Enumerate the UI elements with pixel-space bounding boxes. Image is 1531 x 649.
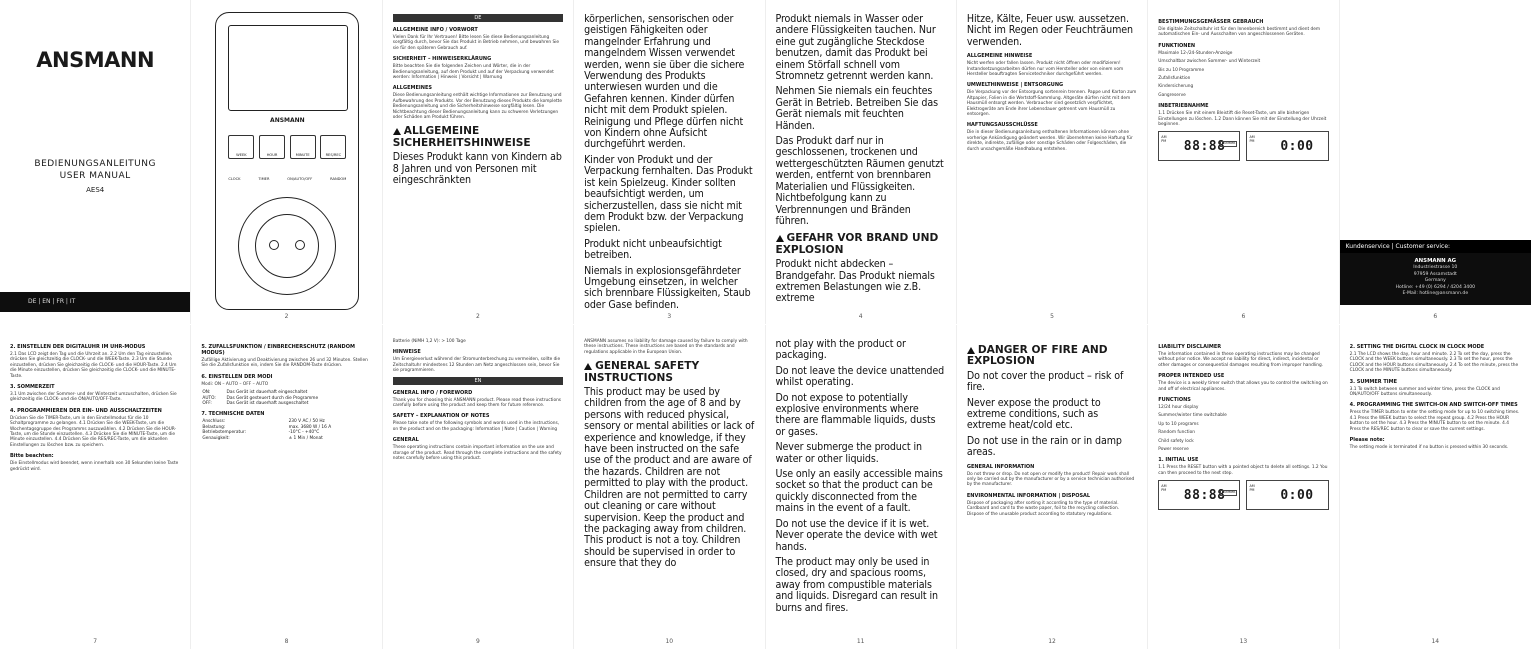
device-brand: ANSMANN xyxy=(270,117,305,124)
page-en-safety-1 xyxy=(574,325,765,649)
page-en-fire xyxy=(957,325,1148,649)
section-heading: UMWELTHINWEISE | ENTSORGUNG xyxy=(966,82,1064,89)
lcd-digits: 0:00 xyxy=(1280,488,1314,504)
address-line: 97959 Assamstadt xyxy=(1413,271,1457,277)
function-item: Gangreserve xyxy=(1158,92,1186,98)
cover-title-en: USER MANUAL xyxy=(59,171,131,181)
table-row: Betriebstemperatur: -10°C - +40°C xyxy=(202,430,320,436)
function-item: Maximale 12-/24-Stunden-Anzeige xyxy=(1158,50,1233,56)
hotline: Hotline: +49 (0) 6294 / 4204 3400 xyxy=(1395,284,1476,290)
section-heading: 4. PROGRAMMING THE SWITCH-ON AND SWITCH-OFF TIMES xyxy=(1349,402,1518,409)
lcd-labels: AM PM xyxy=(1161,484,1167,493)
section-text: Bitte beachten Sie die folgenden Zeichen und Wörter, die in der Bedienungsanleitung, auf dem Produkt und auf der Verpackung verwendet werden: Information | Hinweis | Vorsicht | Warnung xyxy=(392,64,554,81)
fire-heading: GEFAHR VOR BRAND UND EXPLOSION xyxy=(775,232,939,256)
section-text: Please take note of the following symbols and words used in the instructions, on the product and on the packaging: Information | Note | Caution | Warning xyxy=(392,421,560,432)
section-heading: 3. SOMMERZEIT xyxy=(10,384,55,391)
page-number: 5 xyxy=(1050,313,1054,320)
function-item: Bis zu 10 Programme xyxy=(1158,67,1205,73)
section-heading: ALLGEMEINE INFO / VORWORT xyxy=(392,27,478,33)
page-de-random xyxy=(191,325,382,649)
fire-heading: DANGER OF FIRE AND EXPLOSION xyxy=(966,344,1108,368)
section-heading: GENERAL xyxy=(392,437,419,444)
page-de-usage xyxy=(1148,0,1339,324)
section-text: Nicht werfen oder fallen lassen. Produkt nicht öffnen oder modifizieren! Instandsetzungsarbeiten dürfen nur vom Hersteller oder von einem vom Hersteller beauftragten Servicetechniker durchgeführt werden. xyxy=(966,61,1124,78)
section-text: ANSMANN assumes no liability for damage caused by failure to comply with these instructions. These instructions are based on the standards and regulations applicable in the European Union. xyxy=(584,339,748,355)
section-heading: ALLGEMEINE HINWEISE xyxy=(966,53,1033,60)
cover-title xyxy=(10,158,180,182)
page-en-intro xyxy=(383,325,574,649)
section-text: Um Energieverlust während der Stromunterbrechung zu vermeiden, sollte die Zeitschaltuhr mindestens 12 Stunden am Netz angeschlossen sein, bevor Sie sie programmieren. xyxy=(392,357,561,374)
safety-text: not play with the product or packaging. xyxy=(775,338,906,362)
function-item: Random function xyxy=(1158,430,1195,436)
section-text: Batterie (NiMH 1,2 V): > 100 Tage xyxy=(392,339,466,344)
lcd-labels: AM PM xyxy=(1249,135,1255,144)
safety-text: Dieses Produkt kann von Kindern ab 8 Jahren und von Personen mit eingeschränkten xyxy=(392,151,562,187)
safety-text: Do not use in the rain or in damp areas. xyxy=(966,434,1122,459)
safety-text: Do not use the device if it is wet. Never operate the device with wet hands. xyxy=(775,517,938,553)
section-text: Die Verpackung vor der Entsorgung sortenrein trennen. Pappe und Karton zum Altpapier, Folien in die Wertstoff-Sammlung. Altgeräte dürfen nicht mit dem Hausmüll entsorgt werden. Verbraucher sind gesetzlich verpflichtet, Elektrogeräte am Ende ihrer Lebensdauer getrennt vom Hausmüll zu entsorgen. xyxy=(966,90,1137,118)
section-heading: GENERAL INFORMATION xyxy=(966,463,1035,470)
section-text: 1.1 Press the RESET button with a pointed object to delete all settings. 1.2 You can then proceed to the next step. xyxy=(1158,465,1328,476)
lcd-digits: 0:00 xyxy=(1280,139,1314,155)
page-number: 7 xyxy=(93,638,98,645)
warning-icon xyxy=(584,363,592,370)
cover-model: AES4 xyxy=(86,186,105,194)
device-keys-row xyxy=(228,135,346,159)
section-text: Zufällige Aktivierung und Deaktivierung zwischen 26 und 32 Minuten. Stellen Sie die Zufallsfunktion ein, indem Sie die RANDOM-Taste drücken. xyxy=(201,358,368,369)
safety-heading: ALLGEMEINE SICHERHEITSHINWEISE xyxy=(392,125,531,149)
cover-title-de: BEDIENUNGSANLEITUNG xyxy=(34,159,156,169)
language-label: DE xyxy=(393,14,563,22)
language-label: EN xyxy=(393,377,563,385)
section-heading: HAFTUNGSAUSSCHLÜSSE xyxy=(966,122,1038,129)
warning-icon xyxy=(393,128,401,135)
section-heading: SAFETY – EXPLANATION OF NOTES xyxy=(392,413,490,420)
page-de-general xyxy=(957,0,1148,324)
table-row: Belastung: max. 3680 W / 16 A xyxy=(202,424,332,430)
page-de-safety-1 xyxy=(574,0,765,324)
page-number: 4 xyxy=(858,313,863,320)
customer-service-title: Kundenservice | Customer service: xyxy=(1340,240,1531,253)
page-en-usage xyxy=(1148,325,1339,649)
section-heading: Please note: xyxy=(1349,437,1385,444)
section-heading: 4. PROGRAMMIEREN DER EIN- UND AUSSCHALTZEITEN xyxy=(10,407,162,414)
page-de-clock xyxy=(0,325,191,649)
section-heading: HINWEISE xyxy=(392,349,421,356)
function-item: Up to 10 programs xyxy=(1158,421,1199,427)
on-auto-off-key: ON/AUTO/OFF xyxy=(287,177,313,181)
section-text: Die Einstellmodus wird beendet, wenn innerhalb von 30 Sekunden keine Taste gedrückt wird. xyxy=(10,461,179,472)
lcd-figure xyxy=(1246,480,1328,510)
section-text: 3.1 Um zwischen der Sommer- und der Winterzeit umzuschalten, drücken Sie gleichzeitig die CLOCK- und die ON/AUTO/OFF-Taste. xyxy=(10,392,177,403)
warning-icon xyxy=(776,235,784,242)
section-heading: BESTIMMUNGSGEMÄSSER GEBRAUCH xyxy=(1158,19,1264,25)
section-text: These operating instructions contain important information on the use and storage of the product. Read through the complete instructions and the safety notes carefully before using this product. xyxy=(392,445,562,462)
page-number: 10 xyxy=(665,638,674,645)
warning-icon xyxy=(967,347,975,354)
hour-key: HOUR xyxy=(259,135,285,159)
section-heading: 1. INITIAL USE xyxy=(1158,457,1199,464)
address-line: Industriestrasse 10 xyxy=(1413,265,1458,271)
page-number: 13 xyxy=(1239,638,1248,645)
page-number: 11 xyxy=(856,638,865,645)
customer-service-box xyxy=(1340,240,1531,305)
section-text: Vielen Dank für Ihr Vertrauen! Bitte lesen Sie diese Bedienungsanleitung sorgfältig durch, bevor Sie das Produkt in Betrieb nehmen, und bewahren Sie sie für den späteren Gebrauch auf. xyxy=(392,35,560,51)
company-name: ANSMANN AG xyxy=(1414,258,1457,264)
section-heading: 3. SUMMER TIME xyxy=(1349,378,1398,385)
section-text: Press the TIMER button to enter the setting mode for up to 10 switching times. 4.1 Press the WEEK button to select the repeat group. 4.2 Press the HOUR button to set the hour. 4.3 Press the MINUTE button to set the minute. 4.4 Press the RES/REC button to clear or save the current settings. xyxy=(1349,410,1520,432)
function-item: Summer/winter time switchable xyxy=(1158,413,1227,419)
timer-key: TIMER xyxy=(258,177,270,181)
table-row: ON: Das Gerät ist dauerhaft eingeschaltet xyxy=(202,390,308,396)
section-heading: GENERAL INFO / FOREWORD xyxy=(392,389,473,396)
section-text: The device is a weekly timer switch that allows you to control the switching on and off of electrical appliances. xyxy=(1158,381,1328,392)
function-item: Power reserve xyxy=(1158,447,1189,453)
section-heading: PROPER INTENDED USE xyxy=(1158,373,1225,380)
section-text: Dispose of packaging after sorting it according to the type of material. Cardboard and card to the waste paper, foil to the recycling collection. Dispose of the unusable product according to statutory regulations. xyxy=(966,500,1120,517)
page-en-clock xyxy=(1340,325,1531,649)
safety-text: Do not expose to potentially explosive environments where there are flammable liquids, dusts or gases. xyxy=(775,391,936,438)
function-item: Kindersicherung xyxy=(1158,84,1194,90)
page-number: 8 xyxy=(284,638,289,645)
section-heading: 2. EINSTELLEN DER DIGITALUHR IM UHR-MODUS xyxy=(10,344,146,350)
device-keys-row-2 xyxy=(228,177,346,181)
lcd-digits: 88:88 xyxy=(1183,488,1226,504)
safety-text: Never expose the product to extreme conditions, such as extreme heat/cold etc. xyxy=(966,396,1101,432)
spread-top xyxy=(0,0,1531,324)
page-de-safety-2 xyxy=(766,0,957,324)
socket-outlet xyxy=(238,197,336,295)
function-item: Zufallsfunktion xyxy=(1158,76,1191,82)
safety-text: körperlichen, sensorischen oder geistigen Fähigkeiten oder mangelnder Erfahrung und mangelndem Wissen verwendet werden, wenn sie über die sichere Verwendung des Produkts unterwiesen wurden und die Gefahren kennen. Kinder dürfen nicht mit dem Produkt spielen. Reinigung und Pflege dürfen nicht von Kindern ohne Aufsicht durchgeführt werden. xyxy=(584,13,745,151)
res-rec-key: RES/REC xyxy=(320,135,346,159)
safety-text: Produkt nicht unbeaufsichtigt betreiben. xyxy=(584,237,722,262)
function-item: 12/24 hour display xyxy=(1158,405,1199,411)
function-item: Child safety lock xyxy=(1158,438,1194,444)
section-heading: FUNKTIONEN xyxy=(1158,42,1196,49)
device-lcd xyxy=(228,25,348,111)
safety-text: Use only an easily accessible mains socket so that the product can be quickly disconnected from the mains in the event of a fault. xyxy=(775,468,943,515)
spec-table xyxy=(201,419,371,441)
page-number: 6 xyxy=(1433,313,1438,320)
section-heading: 5. ZUFALLSFUNKTION / EINBRECHERSCHUTZ (RANDOM MODUS) xyxy=(201,344,355,356)
page-en-safety-2 xyxy=(766,325,957,649)
lcd-labels: AM PM xyxy=(1249,484,1255,493)
language-bar: DE | EN | FR | IT xyxy=(0,292,190,312)
safety-text: Do not cover the product – risk of fire. xyxy=(966,369,1124,394)
section-text: Modi: ON – AUTO – OFF – AUTO xyxy=(201,381,269,387)
section-heading: SICHERHEIT – HINWEISERKLÄRUNG xyxy=(392,56,492,63)
table-row: Genauigkeit: ± 1 Min / Monat xyxy=(202,435,323,441)
brand-logo: ANSMANN xyxy=(36,48,155,72)
section-text: Drücken Sie die TIMER-Taste, um in den Einstellmodus für die 10 Schaltprogramme zu gelangen. 4.1 Drücken Sie die WEEK-Taste, um die Wochentagsgruppe des Programms auszuwählen. 4.2 Drücken Sie die HOUR-Taste, um die Stunde einzustellen. 4.3 Drücken Sie die MINUTE-Taste, um die Minute einzustellen. 4.4 Drücken Sie die RES/REC-Taste, um die aktuellen Einstellungen zu löschen bzw. zu speichern. xyxy=(10,415,177,448)
section-text: 2.1 Das LCD zeigt den Tag und die Uhrzeit an. 2.2 Um den Tag einzustellen, drücken Sie gleichzeitig die CLOCK- und die WEEK-Taste. 2.3 Um die Stunde einzustellen, drücken Sie gleichzeitig die CLOCK- und die HOUR-Taste. 2.4 Um die Minute einzustellen, drücken Sie gleichzeitig die CLOCK- und die MINUTE-Taste. xyxy=(10,352,177,379)
table-row: AUTO: Das Gerät gesteuert durch die Programme xyxy=(202,395,319,401)
page-de-intro xyxy=(383,0,574,324)
section-heading: 7. TECHNISCHE DATEN xyxy=(201,411,265,418)
lcd-figure xyxy=(1158,480,1240,510)
section-text: The information contained in these operating instructions may be changed without prior notice. We accept no liability for direct, indirect, incidental or other damages or consequential damages resulting from improper handling. xyxy=(1158,352,1324,368)
section-text: Do not throw or drop. Do not open or modify the product! Repair work shall only be carried out by the manufacturer or by a service technician authorised by the manufacturer. xyxy=(966,471,1135,488)
lcd-labels: AM PM xyxy=(1161,135,1167,144)
section-heading: 6. EINSTELLEN DER MODI xyxy=(201,373,273,380)
safety-text: Hitze, Kälte, Feuer usw. aussetzen. Nicht im Regen oder Feuchträumen verwenden. xyxy=(966,13,1133,48)
safety-text: Nehmen Sie niemals ein feuchtes Gerät in Betrieb. Betreiben Sie das Gerät niemals mit feuchten Händen. xyxy=(775,85,938,132)
safety-heading: GENERAL SAFETY INSTRUCTIONS xyxy=(584,360,700,384)
section-text: The setting mode is terminated if no button is pressed within 30 seconds. xyxy=(1349,445,1509,451)
address-line: Germany xyxy=(1424,278,1446,284)
random-key: RANDOM xyxy=(330,177,347,181)
timer-device-drawing xyxy=(215,12,359,310)
function-item: Umschaltbar zwischen Sommer- und Winterzeit xyxy=(1158,59,1261,65)
section-heading: Bitte beachten: xyxy=(10,453,54,460)
minute-key: MINUTE xyxy=(290,135,316,159)
safety-text: Do not leave the device unattended whilst operating. xyxy=(775,364,945,389)
table-row: OFF: Das Gerät ist dauerhaft ausgeschaltet xyxy=(202,401,309,407)
socket-inner xyxy=(255,214,319,278)
cover-page xyxy=(0,0,191,324)
safety-text: This product may be used by children from the age of 8 and by persons with reduced physical, sensory or mental abilities or lack of experience and knowledge, if they have been instructed on the safe use of the product and are aware of the hazards. Children are not permitted to play with the product. Children are not permitted to carry out cleaning or care without supervision. Keep the product and the packaging away from children. This product is not a toy. Children should be supervised in order to ensure that they do xyxy=(584,386,755,570)
lcd-digits: 88:88 xyxy=(1183,139,1226,155)
section-text: 2.1 The LCD shows the day, hour and minute. 2.2 To set the day, press the CLOCK and the WEEK buttons simultaneously. 2.3 To set the hour, press the CLOCK and the HOUR buttons simultaneously. 2.4 To set the minute, press the CLOCK and the MINUTE buttons simultaneously. xyxy=(1349,352,1519,374)
device-illustration-page xyxy=(191,0,382,324)
section-heading: ALLGEMEINES xyxy=(392,85,432,92)
page-number: 14 xyxy=(1431,638,1440,645)
safety-text: Produkt niemals in Wasser oder andere Flüssigkeiten tauchen. Nur eine gut zugängliche Steckdose benutzen, damit das Produkt bei einem Störfall schnell vom Stromnetz getrennt werden kann. xyxy=(775,13,936,83)
page-number: 9 xyxy=(476,638,480,645)
page-number: 6 xyxy=(1241,313,1246,320)
safety-text: Das Produkt darf nur in geschlossenen, trockenen und wettergeschützten Räumen genutzt werden, entfernt von brennbaren Materialien und Flüssigkeiten. Nichtbefolgung kann zu Verbrennungen und Bränden führen. xyxy=(775,135,944,227)
section-heading: INBETRIEBNAHME xyxy=(1158,103,1209,110)
week-key: WEEK xyxy=(228,135,254,159)
back-cover xyxy=(1340,0,1531,324)
lcd-figures xyxy=(1158,131,1328,161)
lcd-figure xyxy=(1246,131,1328,161)
safety-text: Kinder von Produkt und der Verpackung fernhalten. Das Produkt ist kein Spielzeug. Kinder sollten beaufsichtigt werden, um sicherzustellen, dass sie nicht mit dem Produkt bzw. der Verpackung spielen. xyxy=(584,153,753,235)
clock-key: CLOCK xyxy=(228,177,241,181)
page-number: 2 xyxy=(284,313,289,320)
lcd-tag: SUMMER xyxy=(1222,490,1236,495)
page-number: 12 xyxy=(1048,638,1056,645)
section-text: 1.1 Drücken Sie mit einem Bleistift die Reset-Taste, um alle bisherigen Einstellungen zu löschen. 1.2 Dann können Sie mit der Einstellung der Uhrzeit beginnen. xyxy=(1158,111,1327,128)
section-heading: FUNCTIONS xyxy=(1158,397,1191,404)
spread-bottom xyxy=(0,325,1531,649)
customer-service-body xyxy=(1340,253,1531,305)
lcd-figures xyxy=(1158,480,1328,510)
section-heading: 2. SETTING THE DIGITAL CLOCK IN CLOCK MODE xyxy=(1349,344,1485,350)
section-text: Die in dieser Bedienungsanleitung enthaltenen Informationen können ohne vorherige Ankündigung geändert werden. Wir übernehmen keine Haftung für direkte, indirekte, zufällige oder sonstige Schäden oder Folgeschäden, die durch unsachgemäße Handhabung entstehen. xyxy=(966,130,1133,152)
lcd-tag: SUMMER xyxy=(1222,141,1236,146)
safety-text: The product may only be used in closed, dry and spacious rooms, away from compustible materials and liquids. Disregard can result in burns and fires. xyxy=(775,555,938,614)
section-text: Diese Bedienungsanleitung enthält wichtige Informationen zur Benutzung und Aufbewahrung des Produkts. Vor der Benutzung dieses Produkts die komplette Bedienungsanleitung und die Sicherheitshinweise sorgfältig lesen. Die Nichtbeachtung dieser Bedienungsanleitung kann zu schweren Verletzungen oder Schäden am Produkt führen. xyxy=(392,93,563,121)
section-text: Thank you for choosing this ANSMANN product. Please read these instructions carefully before using the product and keep them for future reference. xyxy=(392,397,562,409)
section-text: 3.1 To switch between summer and winter time, press the CLOCK and ON/AUTO/OFF buttons simultaneously. xyxy=(1349,386,1500,398)
mode-table xyxy=(201,390,371,406)
section-heading: ENVIRONMENTAL INFORMATION | DISPOSAL xyxy=(966,492,1091,499)
lcd-figure xyxy=(1158,131,1240,161)
page-number: 2 xyxy=(476,313,480,320)
section-text: Die digitale Zeitschaltuhr ist für den Innenbereich bestimmt und dient dem automatischen Ein- und Ausschalten von angeschlossenen Geräten. xyxy=(1158,27,1321,38)
safety-text: Never submerge the product in water or other liquids. xyxy=(775,441,922,465)
email: E-Mail: hotline@ansmann.de xyxy=(1402,291,1469,297)
page-number: 3 xyxy=(667,313,672,320)
table-row: Anschluss: 230 V AC / 50 Hz xyxy=(202,419,325,425)
section-heading: LIABILITY DISCLAIMER xyxy=(1158,344,1222,350)
safety-text: Niemals in explosionsgefährdeter Umgebung einsetzen, in welcher sich brennbare Flüssigkeiten, Staub oder Gase befinden. xyxy=(584,264,751,311)
safety-text: Produkt nicht abdecken – Brandgefahr. Das Produkt niemals extremen Belastungen wie z.B. extreme xyxy=(775,258,935,305)
